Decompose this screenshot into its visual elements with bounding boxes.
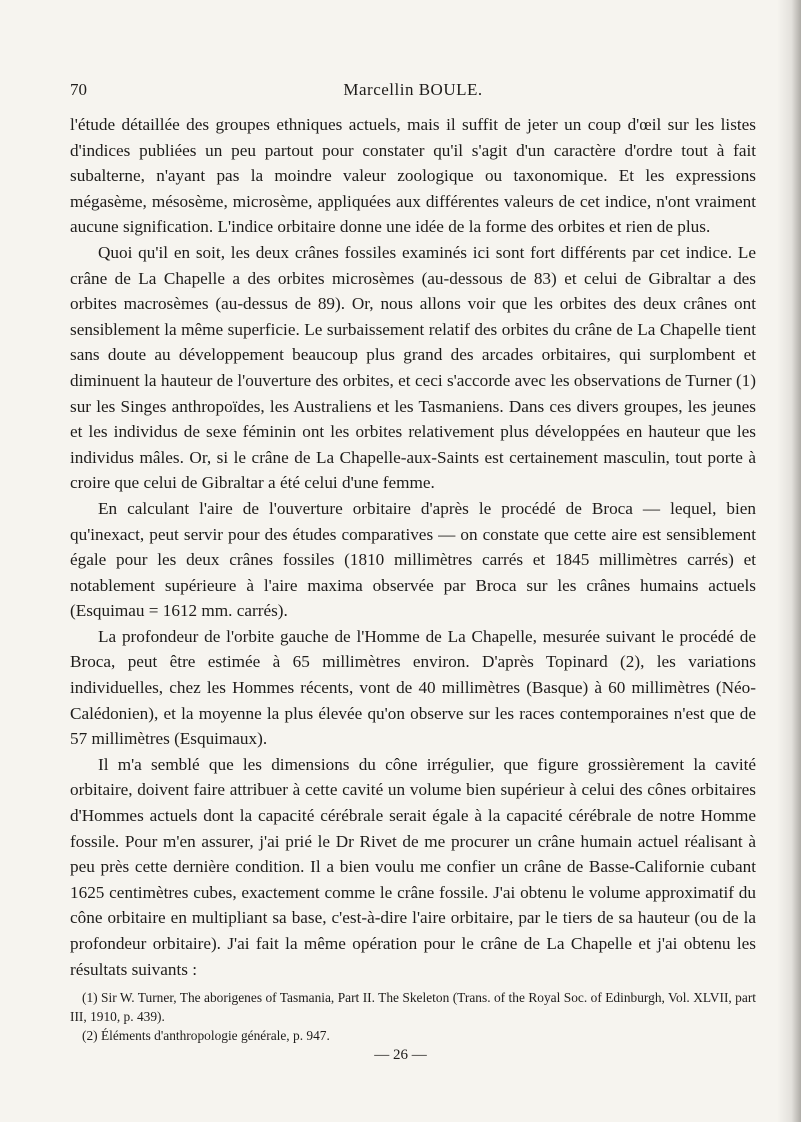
- paragraph: En calculant l'aire de l'ouverture orbitaire d'après le procédé de Broca — lequel, bien qu'inexact, peut servir pour des études comparatives — on constate que cette aire est sensiblement égale pour les deux crânes fossiles (1810 millimètres carrés et 1845 millimètres carrés) et notablement supérieure à l'aire maxima observée par Broca sur les crânes humains actuels (Esquimau = 1612 mm. carrés).: [70, 498, 756, 621]
- page-header: [70, 80, 756, 104]
- footnote: (1) Sir W. Turner, The aborigenes of Tasmania, Part II. The Skeleton (Trans. of the Royal Soc. of Edinburgh, Vol. XLVII, part III, 1910, p. 439).: [70, 990, 756, 1024]
- paragraph: Quoi qu'il en soit, les deux crânes fossiles examinés ici sont fort différents par cet indice. Le crâne de La Chapelle a des orbites microsèmes (au-dessous de 83) et celui de Gibraltar a des orbites macrosèmes (au-dessus de 89). Or, nous allons voir que les orbites des deux crânes ont sensiblement la même superficie. Le surbaissement relatif des orbites du crâne de La Chapelle tient sans doute au développement beaucoup plus grand des arcades orbitaires, qui surplombent et diminuent la hauteur de l'ouverture des orbites, et ceci s'accorde avec les observations de Turner (1) sur les Singes anthropoïdes, les Australiens et les Tasmaniens. Dans ces divers groupes, les jeunes et les individus de sexe féminin ont les orbites relativement plus développées en hauteur que les individus mâles. Or, si le crâne de La Chapelle-aux-Saints est certainement masculin, tout porte à croire que celui de Gibraltar a été celui d'une femme.: [70, 242, 756, 493]
- page-edge-shadow: [777, 0, 801, 1122]
- body-text: [70, 112, 756, 982]
- paragraph: Il m'a semblé que les dimensions du cône irrégulier, que figure grossièrement la cavité orbitaire, doivent faire attribuer à cette cavité un volume bien supérieur à celui des cônes orbitaires d'Hommes actuels dont la capacité cérébrale serait égale à la capacité cérébrale de notre Homme fossile. Pour m'en assurer, j'ai prié le Dr Rivet de me procurer un crâne humain actuel réalisant à peu près cette dernière condition. Il a bien voulu me confier un crâne de Basse-Californie cubant 1625 centimètres cubes, exactement comme le crâne fossile. J'ai obtenu le volume approximatif du cône orbitaire en multipliant sa base, c'est-à-dire l'aire orbitaire, par le tiers de sa hauteur (ou de la profondeur orbitaire). J'ai fait la même opération pour le crâne de La Chapelle et j'ai obtenu les résultats suivants :: [70, 754, 756, 979]
- paragraph: La profondeur de l'orbite gauche de l'Homme de La Chapelle, mesurée suivant le procédé de Broca, peut être estimée à 65 millimètres environ. D'après Topinard (2), les variations individuelles, chez les Hommes récents, vont de 40 millimètres (Basque) à 60 millimètres (Néo-Calédonien), et la moyenne la plus élevée qu'on observe sur les races contemporaines n'est que de 57 millimètres (Esquimaux).: [70, 626, 756, 749]
- footnotes: [70, 988, 756, 1045]
- signature-mark: — 26 —: [374, 1047, 427, 1063]
- paragraph: l'étude détaillée des groupes ethniques actuels, mais il suffit de jeter un coup d'œil sur les listes d'indices publiées un peu partout pour constater qu'il s'agit d'un caractère d'ordre tout à fait subalterne, n'ayant pas la moindre valeur zoologique ou taxonomique. Et les expressions mégasème, mésosème, microsème, appliquées aux différentes valeurs de cet indice, n'ont vraiment aucune signification. L'indice orbitaire donne une idée de la forme des orbites et rien de plus.: [70, 115, 756, 237]
- page-number: 70: [70, 80, 87, 99]
- running-head: Marcellin BOULE.: [343, 80, 483, 99]
- footnote: (2) Éléments d'anthropologie générale, p. 947.: [82, 1028, 330, 1043]
